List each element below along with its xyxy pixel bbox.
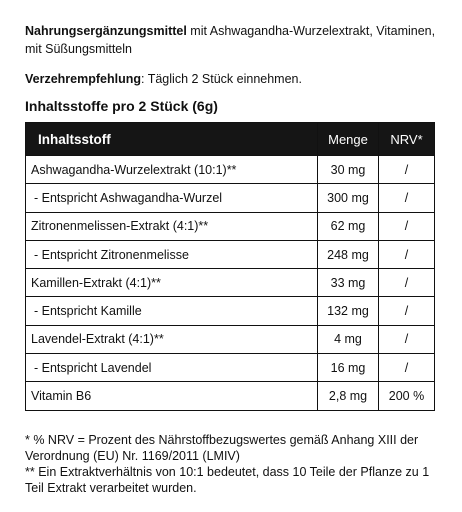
footnote-extract: ** Ein Extraktverhältnis von 10:1 bedeutet, dass 10 Teile der Pflanze zu 1 Teil Extrakt verarbeitet wurden.: [25, 465, 430, 495]
ingredient-amount: 16 mg: [318, 354, 379, 382]
table-row: [26, 240, 435, 268]
table-header-row: [26, 123, 435, 156]
ingredient-nrv: /: [379, 156, 435, 184]
ingredient-name: Zitronenmelissen-Extrakt (4:1)**: [26, 212, 318, 240]
usage-label: Verzehrempfehlung: [25, 72, 141, 86]
ingredient-name: - Entspricht Ashwagandha-Wurzel: [26, 184, 318, 212]
table-row: [26, 156, 435, 184]
ingredient-nrv: /: [379, 240, 435, 268]
ingredient-amount: 2,8 mg: [318, 382, 379, 410]
ingredient-name: - Entspricht Zitronenmelisse: [26, 240, 318, 268]
ingredient-name: Lavendel-Extrakt (4:1)**: [26, 325, 318, 353]
ingredient-amount: 248 mg: [318, 240, 379, 268]
ingredient-name: Ashwagandha-Wurzelextrakt (10:1)**: [26, 156, 318, 184]
ingredient-nrv: /: [379, 354, 435, 382]
table-row: [26, 354, 435, 382]
table-row: [26, 212, 435, 240]
ingredient-amount: 4 mg: [318, 325, 379, 353]
ingredient-name: Kamillen-Extrakt (4:1)**: [26, 269, 318, 297]
ingredient-amount: 30 mg: [318, 156, 379, 184]
ingredient-amount: 33 mg: [318, 269, 379, 297]
ingredients-table: [25, 122, 435, 411]
header-ingredient: Inhaltsstoff: [26, 123, 318, 156]
ingredient-nrv: /: [379, 297, 435, 325]
ingredient-nrv: /: [379, 269, 435, 297]
ingredient-nrv: /: [379, 212, 435, 240]
product-description: [25, 22, 445, 88]
usage-recommendation: [25, 70, 445, 88]
footnote-nrv: * % NRV = Prozent des Nährstoffbezugswertes gemäß Anhang XIII der Verordnung (EU) Nr. 1169/2011 (LMIV): [25, 433, 419, 463]
footnotes: [25, 432, 450, 496]
table-row: [26, 382, 435, 410]
product-type: [25, 22, 445, 58]
ingredient-name: - Entspricht Kamille: [26, 297, 318, 325]
usage-text: : Täglich 2 Stück einnehmen.: [141, 72, 302, 86]
table-title: Inhaltsstoffe pro 2 Stück (6g): [25, 98, 218, 114]
ingredient-nrv: /: [379, 184, 435, 212]
ingredient-name: Vitamin B6: [26, 382, 318, 410]
table-row: [26, 269, 435, 297]
product-type-label: Nahrungsergänzungsmittel: [25, 24, 187, 38]
ingredient-nrv: 200 %: [379, 382, 435, 410]
header-nrv: NRV*: [379, 123, 435, 156]
ingredient-name: - Entspricht Lavendel: [26, 354, 318, 382]
table-row: [26, 184, 435, 212]
ingredient-amount: 132 mg: [318, 297, 379, 325]
ingredient-amount: 300 mg: [318, 184, 379, 212]
ingredient-amount: 62 mg: [318, 212, 379, 240]
table-row: [26, 325, 435, 353]
table-row: [26, 297, 435, 325]
header-amount: Menge: [318, 123, 379, 156]
product-type-text: mit Ashwagandha-Wurzelextrakt, Vitaminen, mit Süßungsmitteln: [25, 24, 436, 56]
ingredient-nrv: /: [379, 325, 435, 353]
